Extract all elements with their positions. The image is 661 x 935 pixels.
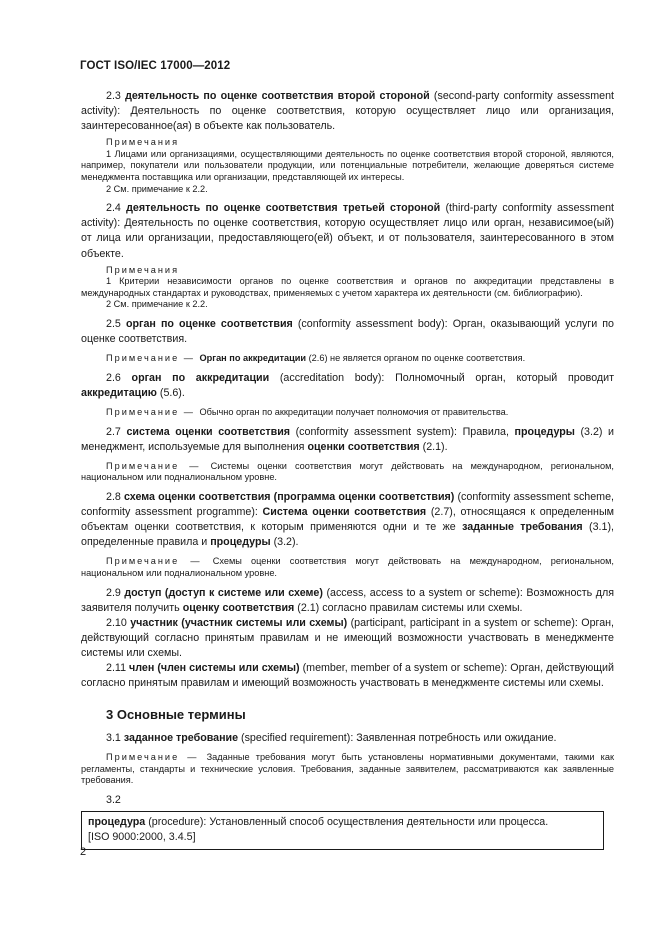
term-3-2-title: процедура: [88, 816, 146, 829]
term-2-8-title: схема оценки соответствия (программа оценки соответствия): [124, 490, 455, 503]
note-item: 2 См. примечание к 2.2.: [106, 299, 208, 310]
note-2-8: Примечание — Схемы оценки соответствия могут действовать на международном, региональном, национальном или подналиональном уровне.: [81, 556, 614, 578]
note-item: 1 Критерии независимости органов по оценке соответствия и органов по аккредитации представлены в международных стандартах и руководствах, применяемых с учетом характера их деятельности (см. библиографию).: [81, 276, 614, 298]
page-content: [81, 89, 614, 850]
term-2-7: 2.7 система оценки соответствия (conformity assessment system): Правила, процедуры (3.2) и менеджмент, используемые для выполнения оценки соответствия (2.1).: [81, 425, 615, 453]
term-2-6: 2.6 орган по аккредитации (accreditation body): Полномочный орган, который проводит аккредитацию (5.6).: [81, 371, 615, 399]
term-3-1-title: заданное требование: [123, 732, 239, 745]
term-3-2: процедура (procedure): Установленный способ осуществления деятельности или процесса.: [88, 816, 549, 829]
note-2-7: Примечание — Системы оценки соответствия могут действовать на международном, региональном, национальном или подналиональном уровне.: [81, 460, 614, 483]
term-2-9: 2.9 доступ (доступ к системе или схеме) (access, access to a system or scheme): Возможность для заявителя получить оценку соответствия (2.1) согласно правилам системы или схемы.: [81, 586, 614, 614]
notes-2-4: [81, 265, 614, 311]
term-3-1: 3.1 заданное требование (specified requirement): Заявленная потребность или ожидание.: [106, 732, 557, 745]
document-header: ГОСТ ISO/IEC 17000—2012: [80, 60, 231, 72]
term-2-11: 2.11 член (член системы или схемы) (member, member of a system or scheme): Орган, действующий согласно принятым правилам и имеющий возможность участвовать в менеджменте системы или схемы.: [81, 661, 615, 690]
term-3-2-reference: [ISO 9000:2000, 3.4.5]: [88, 831, 196, 844]
term-2-6-title: орган по аккредитации: [131, 371, 270, 384]
note-2-6: Примечание — Обычно орган по аккредитации получает полномочия от правительства.: [106, 406, 509, 417]
term-2-4: 2.4 деятельность по оценке соответствия третьей стороной (third-party conformity assessment activity): Деятельность по оценке соответствия, которую осуществляет лицо или орган, независимое(ый) от лица или организации, предоставляющего(ей) объект, и от пользователя, заинтересованного в этом объекте.: [81, 202, 614, 260]
note-2-5: Примечание — Орган по аккредитации (2.6) не является органом по оценке соответствия.: [106, 353, 526, 364]
section-3-title: 3 Основные термины: [106, 707, 246, 723]
term-2-10: 2.10 участник (участник системы или схемы) (participant, participant in a system or scheme): Орган, действующий согласно принятым правилам и не имеющий возможности участвовать в менеджменте системы или схемы.: [81, 616, 615, 659]
term-2-4-title: деятельность по оценке соответствия третьей стороной: [126, 202, 441, 215]
term-3-2-number: 3.2: [106, 794, 121, 807]
note-3-1: Примечание — Заданные требования могут быть установлены нормативными документами, такими как регламенты, стандарты и технические условия. Требования, заданные заявителем, рассматриваются как заявленные требования.: [81, 752, 614, 786]
term-2-9-title: доступ (доступ к системе или схеме): [124, 586, 323, 599]
notes-heading: Примечания: [106, 264, 180, 275]
note-item: 2 См. примечание к 2.2.: [106, 183, 208, 194]
page-number: 2: [80, 846, 87, 858]
term-2-8: 2.8 схема оценки соответствия (программа оценки соответствия) (conformity assessment scheme, conformity assessment programme): Система оценки соответствия (2.7), относящаяся к определенным объектам оценки соответствия, к которым применяются одни и те же заданные требования (3.1), определенные правила и процедуры (3.2).: [81, 490, 614, 549]
notes-2-3: [81, 137, 614, 195]
notes-heading: Примечания: [106, 137, 180, 148]
term-2-3: 2.3 деятельность по оценке соответствия второй стороной (second-party conformity assessment activity): Деятельность по оценке соответствия, которую осуществляет лицо или организация, заинтересованное(ая) в объекте как пользователь.: [81, 90, 614, 133]
term-2-7-title: система оценки соответствия: [126, 425, 291, 438]
note-item: 1 Лицами или организациями, осуществляющими деятельность по оценке соответствия второй стороной, являются, например, покупатели или пользователи продукции, или потенциальные потребители, желающие доверяться системе менеджмента поставщика или организации, представляющей их интересы.: [81, 148, 614, 183]
term-2-5: 2.5 орган по оценке соответствия (conformity assessment body): Орган, оказывающий услуги по оценке соответствия.: [81, 318, 614, 346]
term-2-3-title: деятельность по оценке соответствия второй стороной: [125, 90, 430, 102]
term-2-10-title: участник (участник системы или схемы): [130, 616, 348, 629]
term-3-2-box: [81, 811, 604, 850]
term-2-11-title: член (член системы или схемы): [129, 661, 300, 674]
term-2-5-title: орган по оценке соответствия: [125, 318, 293, 330]
